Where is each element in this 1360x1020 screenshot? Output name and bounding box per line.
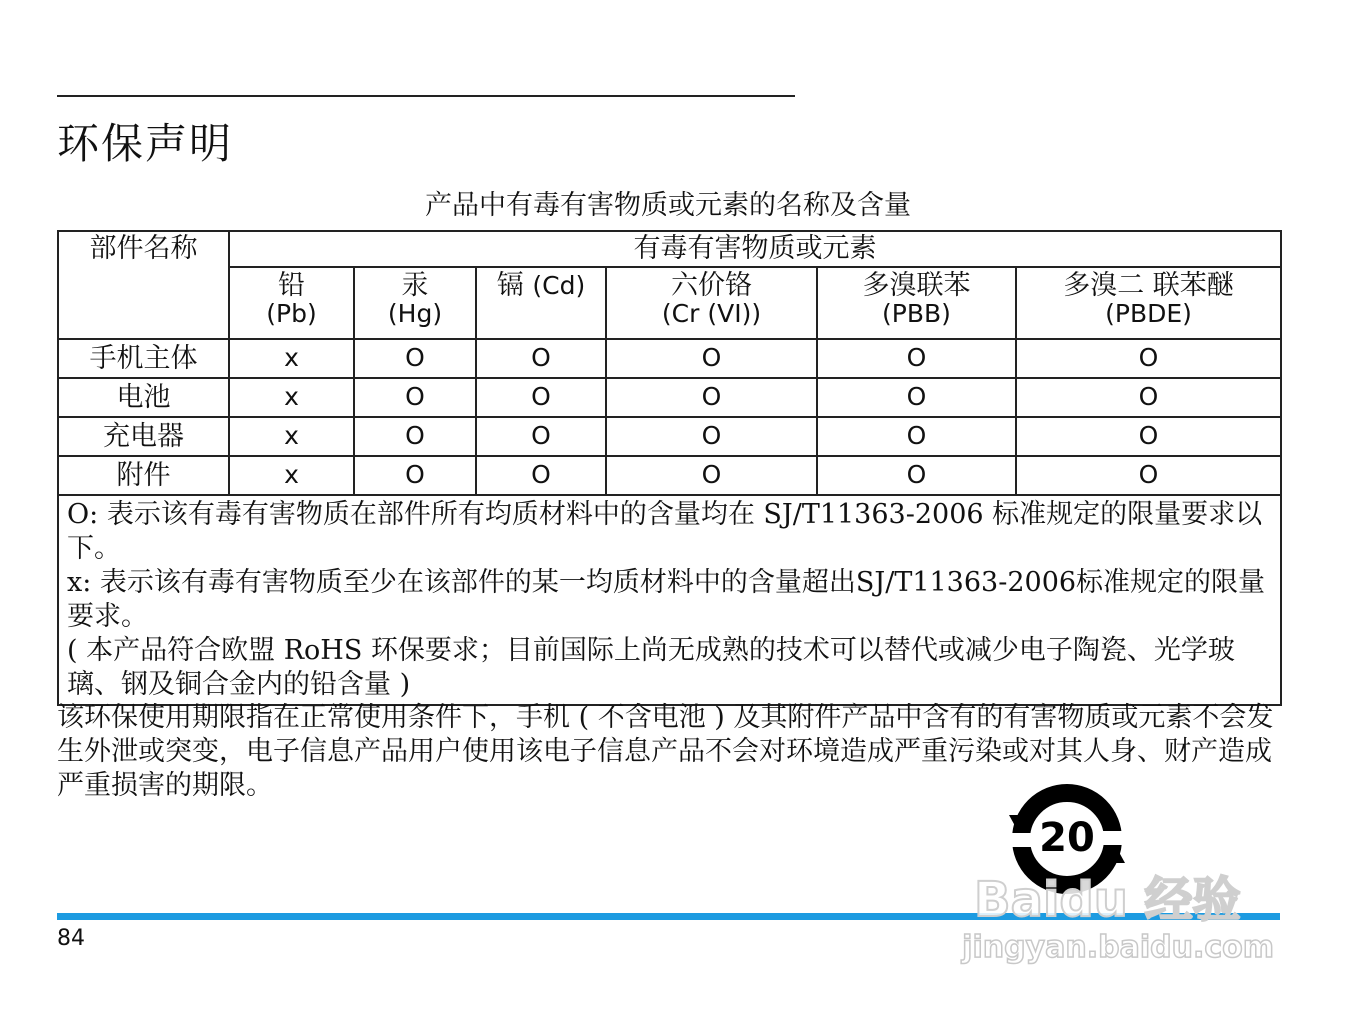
part-label: 充电器	[58, 417, 229, 456]
substance-symbol: (Pb)	[266, 299, 317, 328]
table-cell: O	[817, 339, 1016, 378]
table-cell: O	[1016, 339, 1281, 378]
table-cell: O	[354, 339, 476, 378]
substance-symbol: (Cd)	[532, 271, 586, 300]
part-label: 附件	[58, 456, 229, 495]
table-cell: x	[229, 456, 354, 495]
substance-name: 铅	[278, 270, 305, 301]
substance-name: 多溴联苯	[862, 270, 971, 301]
table-notes	[58, 495, 1281, 705]
notes-row	[58, 495, 1281, 705]
substance-header-lead	[229, 267, 354, 339]
part-label: 电池	[58, 378, 229, 417]
table-row	[58, 417, 1281, 456]
table-cell: O	[354, 378, 476, 417]
footer-accent-bar	[57, 913, 1280, 920]
substance-header-chromium	[606, 267, 817, 339]
substance-group-header: 有毒有害物质或元素	[229, 231, 1281, 267]
page-title: 环保声明	[57, 119, 234, 168]
table-cell: O	[606, 339, 817, 378]
substance-header-mercury	[354, 267, 476, 339]
substance-header-cadmium	[476, 267, 606, 339]
table-cell: O	[476, 456, 606, 495]
substance-symbol: (Cr (VI))	[661, 299, 762, 328]
substance-name: 汞	[401, 270, 429, 301]
table-cell: O	[354, 417, 476, 456]
table-cell: O	[817, 378, 1016, 417]
table-cell: O	[1016, 417, 1281, 456]
substance-symbol: (PBB)	[882, 299, 951, 328]
table-cell: O	[606, 417, 817, 456]
page-number: 84	[57, 926, 85, 951]
substance-symbol: (PBDE)	[1105, 299, 1192, 328]
note-rohs: ( 本产品符合欧盟 RoHS 环保要求；目前国际上尚无成熟的技术可以替代或减少电子陶瓷、光学玻璃、钢及铜合金内的铅含量 )	[67, 635, 1235, 700]
table-cell: O	[1016, 378, 1281, 417]
baidu-brand-text: Baidu 经验	[974, 872, 1241, 928]
part-name-header: 部件名称	[58, 231, 229, 339]
environmental-period-paragraph: 该环保使用期限指在正常使用条件下，手机 ( 不含电池 ) 及其附件产品中含有的有害物质或元素不会发生外泄或突变，电子信息产品用户使用该电子信息产品不会对环境造成严重污染或对其人身、财产造成严重损害的期限。	[57, 702, 1274, 801]
table-row	[58, 339, 1281, 378]
substance-symbol: (Hg)	[387, 299, 443, 328]
table-cell: x	[229, 378, 354, 417]
epup-20-year-logo	[1003, 775, 1131, 903]
substance-header-pbb	[817, 267, 1016, 339]
table-row	[58, 378, 1281, 417]
table-cell: O	[476, 378, 606, 417]
epup-logo-number: 20	[1039, 815, 1095, 861]
note-exceeds: x: 表示该有毒有害物质至少在该部件的某一均质材料中的含量超出SJ/T11363-2006标准规定的限量要求。	[67, 567, 1266, 632]
table-cell: O	[476, 417, 606, 456]
table-cell: O	[817, 417, 1016, 456]
table-cell: O	[354, 456, 476, 495]
table-cell: O	[817, 456, 1016, 495]
table-cell: x	[229, 417, 354, 456]
top-divider	[57, 95, 795, 97]
table-cell: x	[229, 339, 354, 378]
substance-name: 镉	[496, 270, 524, 301]
table-cell: O	[606, 378, 817, 417]
table-row	[58, 456, 1281, 495]
part-label: 手机主体	[58, 339, 229, 378]
hazardous-substance-table	[57, 230, 1282, 706]
table-cell: O	[1016, 456, 1281, 495]
note-compliant: O: 表示该有毒有害物质在部件所有均质材料中的含量均在 SJ/T11363-2006 标准规定的限量要求以下。	[67, 499, 1263, 564]
substance-header-pbde	[1016, 267, 1281, 339]
substance-name: 六价铬	[671, 270, 752, 301]
watermark-url: jingyan.baidu.com	[962, 930, 1274, 965]
substance-name: 多溴二 联苯醚	[1063, 270, 1234, 301]
table-caption: 产品中有毒有害物质或元素的名称及含量	[425, 190, 911, 221]
table-cell: O	[606, 456, 817, 495]
table-cell: O	[476, 339, 606, 378]
